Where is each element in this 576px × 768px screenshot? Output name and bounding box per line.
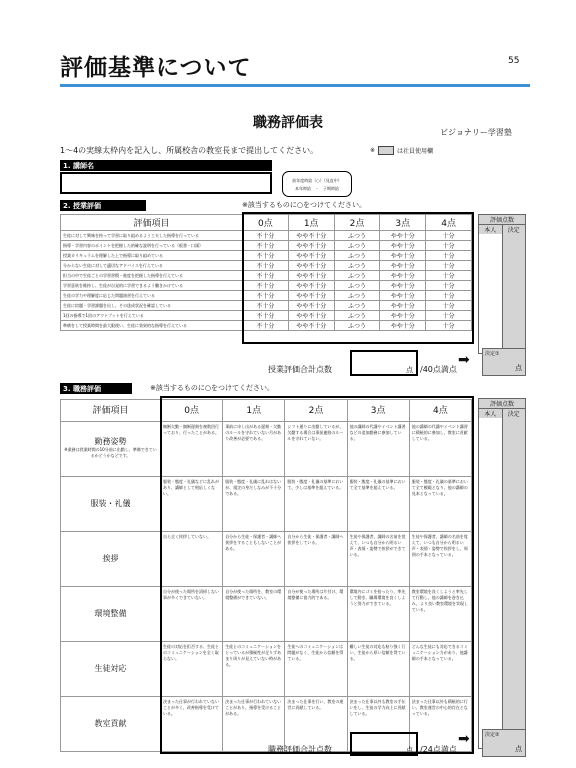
table-row bbox=[61, 301, 472, 311]
table-row bbox=[61, 321, 472, 331]
document-title: 職務評価表 bbox=[253, 115, 323, 131]
arrow-right-icon: ➡ bbox=[458, 352, 470, 368]
category-cell bbox=[61, 477, 161, 532]
criterion-option[interactable]: 自分が使った場所は片付け、環境整備に協力的である。 bbox=[285, 587, 347, 642]
rating-option[interactable]: 十分 bbox=[426, 271, 472, 281]
lesson-max-label: /40点満点 bbox=[420, 365, 457, 374]
job-total-input[interactable] bbox=[350, 732, 418, 756]
criterion-option[interactable]: 服装・態度・礼儀の基準において全て基準を超えている。 bbox=[347, 477, 409, 532]
rating-option[interactable]: 不十分 bbox=[243, 261, 289, 271]
rating-option[interactable]: 十分 bbox=[426, 321, 472, 331]
job-self-score-input[interactable] bbox=[479, 418, 503, 748]
criterion-option[interactable]: 自分が使った場所を、教室の環境整備ができていない。 bbox=[223, 587, 285, 642]
wage-note-box bbox=[282, 171, 352, 197]
table-row bbox=[61, 231, 472, 241]
criterion-option[interactable]: 自分が使った場所を清掃しない事が多くできていない。 bbox=[161, 587, 223, 642]
score-header: 2点 bbox=[285, 400, 347, 422]
table-row bbox=[61, 261, 472, 271]
category-name: 生徒対応 bbox=[94, 664, 127, 673]
criterion-option[interactable]: 自分から生徒・保護者・講師へ挨拶をすることもしないことがある。 bbox=[223, 532, 285, 587]
criterion-option[interactable]: 生徒へのコミュニケーションは問題がなく、生徒から信頼を得ている。 bbox=[285, 642, 347, 697]
score-header: 1点 bbox=[288, 215, 334, 231]
rating-option[interactable]: やや不十分 bbox=[288, 321, 334, 331]
evaluation-item: 学習意欲を維持し、生徒が自発的に学習できるよう働きかけている bbox=[61, 281, 243, 291]
score-header: 4点 bbox=[426, 215, 472, 231]
job-score-self: 本人 bbox=[479, 409, 503, 418]
lesson-result-label: 決定① bbox=[485, 351, 500, 357]
rating-option[interactable]: 不十分 bbox=[243, 251, 289, 261]
wage-note-line-1: 前年度時給（○）（見直中） bbox=[292, 178, 342, 183]
item-header: 評価項目 bbox=[61, 400, 161, 422]
table-row bbox=[61, 532, 472, 587]
rating-option[interactable]: 十分 bbox=[426, 291, 472, 301]
criterion-option[interactable]: 無断欠勤・無断遅刻を複数回行っており、行ったことがある。 bbox=[161, 422, 223, 477]
section-3-hint: ※該当するものに○をつけてください。 bbox=[150, 384, 274, 392]
job-result-unit: 点 bbox=[515, 745, 522, 753]
lesson-score-final: 決定 bbox=[503, 225, 526, 234]
criterion-option[interactable]: 決まった仕事が行われていないことがあり、指導を受けることがある。 bbox=[223, 697, 285, 752]
criterion-option[interactable]: 他の講師の代講やイベント講習などの追加勤務に参加している。 bbox=[347, 422, 409, 477]
rating-option[interactable]: ふつう bbox=[334, 321, 380, 331]
criterion-option[interactable]: 自ら全く挨拶していない。 bbox=[161, 532, 223, 587]
legend-text: は社員使用欄 bbox=[397, 148, 434, 155]
lesson-table-header bbox=[61, 215, 472, 231]
rating-option[interactable]: 不十分 bbox=[243, 291, 289, 301]
rating-option[interactable]: やや十分 bbox=[380, 281, 426, 291]
criterion-option[interactable]: 生徒や保護者、講師の名前を覚えて、いつも自分から明るい声・表情・姿勢で挨拶ができている。 bbox=[347, 532, 409, 587]
section-2-heading: 2. 授業評価 bbox=[60, 200, 146, 211]
rating-option[interactable]: やや不十分 bbox=[288, 271, 334, 281]
criterion-option[interactable]: 難しい生徒の対応も粘り強く行い、生徒から厚い信頼を得ている。 bbox=[347, 642, 409, 697]
criterion-option[interactable]: シフト通りに出勤しているが、欠勤する場合は事前連絡のルールを守れていない。 bbox=[285, 422, 347, 477]
criterion-option[interactable]: 生徒とのコミュニケーションをとっているが積極性が足りずあまり周りが見えていない時がある。 bbox=[223, 642, 285, 697]
legend-prefix: ※ bbox=[370, 147, 376, 154]
rating-option[interactable]: 不十分 bbox=[243, 311, 289, 321]
table-row bbox=[61, 587, 472, 642]
rating-option[interactable]: ふつう bbox=[334, 231, 380, 241]
rating-option[interactable]: 不十分 bbox=[243, 301, 289, 311]
rating-option[interactable]: 不十分 bbox=[243, 241, 289, 251]
criterion-option[interactable]: 決まった仕事を行い、教室の運営に貢献している。 bbox=[285, 697, 347, 752]
rating-option[interactable]: ふつう bbox=[334, 261, 380, 271]
criterion-option[interactable]: 自分から生徒・保護者・講師へ挨拶をしている。 bbox=[285, 532, 347, 587]
item-header: 評価項目 bbox=[61, 215, 243, 231]
evaluation-item: 指導・学習内容のポイントを把握した的確な説明を行っている（板書・口頭） bbox=[61, 241, 243, 251]
job-score-final: 決定 bbox=[503, 409, 526, 418]
score-header: 3点 bbox=[380, 215, 426, 231]
rating-option[interactable]: ふつう bbox=[334, 291, 380, 301]
section-2-hint: ※該当するものに○をつけてください。 bbox=[242, 201, 366, 209]
arrow-right-icon: ➡ bbox=[458, 731, 470, 747]
legend-swatch bbox=[378, 146, 394, 155]
job-evaluation-table bbox=[60, 399, 472, 752]
rating-option[interactable]: ふつう bbox=[334, 251, 380, 261]
criterion-option[interactable]: 生徒の対応を拒否する、生徒とのコミュニケーションを全く取らない。 bbox=[161, 642, 223, 697]
score-header: 2点 bbox=[334, 215, 380, 231]
rating-option[interactable]: やや十分 bbox=[380, 241, 426, 251]
rating-option[interactable]: ふつう bbox=[334, 281, 380, 291]
lesson-result-box bbox=[482, 348, 526, 376]
category-cell bbox=[61, 587, 161, 642]
job-total-label: 職務評価合計点数 bbox=[268, 745, 332, 754]
rating-option[interactable]: やや不十分 bbox=[288, 261, 334, 271]
evaluation-item: 分からない生徒に対して適切なアドバイスを行えている bbox=[61, 261, 243, 271]
rating-option[interactable]: 十分 bbox=[426, 231, 472, 241]
evaluation-item: 授業カリキュラムを理解した上で指導に取り組めている bbox=[61, 251, 243, 261]
table-row bbox=[61, 477, 472, 532]
category-cell bbox=[61, 642, 161, 697]
criterion-option[interactable]: 服装・態度・礼儀などに乱れがあり、講師として相応しくない。 bbox=[161, 477, 223, 532]
criterion-option[interactable]: 服装・態度・礼儀の基準において、少しは基準を超えている。 bbox=[285, 477, 347, 532]
job-total-unit: 点 bbox=[406, 746, 413, 754]
category-note: ※業務は授業時間の10分前に出勤し、準備できているかどうかなどです。 bbox=[64, 447, 157, 458]
category-name: 教室貢献 bbox=[94, 719, 127, 728]
rating-option[interactable]: やや不十分 bbox=[288, 311, 334, 321]
job-score-column bbox=[478, 398, 526, 749]
criterion-option[interactable]: 服装・態度・礼儀の基準において全て模範となり、他の講師の見本となっている。 bbox=[409, 477, 471, 532]
rating-option[interactable]: 十分 bbox=[426, 261, 472, 271]
criterion-option[interactable]: 教室環境を良くしようと率先して行動し、他の講師を巻き込み、より良い教室環境を実現している。 bbox=[409, 587, 471, 642]
rating-option[interactable]: ふつう bbox=[334, 301, 380, 311]
rating-option[interactable]: やや不十分 bbox=[288, 231, 334, 241]
job-result-label: 決定② bbox=[485, 732, 500, 738]
evaluation-item: 生徒に対して興味を持って学習に取り組めるよう工夫した指導を行っている bbox=[61, 231, 243, 241]
evaluation-item: 生徒に宿題・学習課題を出し、その達成状況を確認している bbox=[61, 301, 243, 311]
section-3-heading: 3. 職務評価 bbox=[60, 383, 132, 394]
rating-option[interactable]: やや十分 bbox=[380, 261, 426, 271]
score-header: 0点 bbox=[243, 215, 289, 231]
criterion-option[interactable]: どんな生徒にも対応できるコミュニケーション力があり、他講師の手本となっている。 bbox=[409, 642, 471, 697]
lesson-total-unit: 点 bbox=[406, 366, 413, 374]
rating-option[interactable]: やや十分 bbox=[380, 311, 426, 321]
rating-option[interactable]: やや十分 bbox=[380, 301, 426, 311]
lesson-self-score-input[interactable] bbox=[479, 234, 503, 353]
rating-option[interactable]: 十分 bbox=[426, 251, 472, 261]
category-cell bbox=[61, 422, 161, 477]
rating-option[interactable]: 不十分 bbox=[243, 231, 289, 241]
table-row bbox=[61, 241, 472, 251]
rating-option[interactable]: やや十分 bbox=[380, 251, 426, 261]
lesson-final-score-cell bbox=[503, 234, 526, 353]
evaluation-item: 生徒の学力や理解度に応じた問題演習を行えている bbox=[61, 291, 243, 301]
rating-option[interactable]: ふつう bbox=[334, 271, 380, 281]
criterion-option[interactable]: 服装・態度・礼儀に乱れはないが、規定の身だしなみが不十分である。 bbox=[223, 477, 285, 532]
rating-option[interactable]: 十分 bbox=[426, 311, 472, 321]
wage-note-line-2: 本年時給 ・ 子期時給 bbox=[295, 186, 339, 191]
rating-option[interactable]: 不十分 bbox=[243, 321, 289, 331]
score-header: 1点 bbox=[223, 400, 285, 422]
table-row bbox=[61, 291, 472, 301]
table-row bbox=[61, 281, 472, 291]
staff-use-legend bbox=[370, 146, 433, 155]
job-final-score-cell bbox=[503, 418, 526, 748]
organization-name: ビジョナリー学習塾 bbox=[440, 128, 512, 137]
rating-option[interactable]: 十分 bbox=[426, 281, 472, 291]
job-table-header bbox=[61, 400, 472, 422]
rating-option[interactable]: やや不十分 bbox=[288, 251, 334, 261]
job-score-header: 評価点数 bbox=[479, 399, 525, 409]
score-header: 3点 bbox=[347, 400, 409, 422]
lesson-result-unit: 点 bbox=[515, 364, 522, 372]
job-max-label: /24点満点 bbox=[420, 745, 457, 754]
evaluation-item: 準備をして授業時間を最大限使い、生徒に効果的な指導を行えている bbox=[61, 321, 243, 331]
category-cell bbox=[61, 532, 161, 587]
section-1-heading: 1. 講師名 bbox=[60, 160, 272, 171]
lesson-evaluation-table bbox=[60, 214, 472, 331]
table-row bbox=[61, 251, 472, 261]
evaluation-item: 担当の中で生徒ごとの学習習慣・進度を把握した指導を行えている bbox=[61, 271, 243, 281]
rating-option[interactable]: やや不十分 bbox=[288, 301, 334, 311]
category-name: 服装・礼儀 bbox=[90, 499, 131, 508]
criterion-option[interactable]: 決まった仕事以外も教室の手伝いをし、生徒の学力向上に貢献している。 bbox=[347, 697, 409, 752]
criterion-option[interactable]: 決まった仕事以外も積極的に行い、教室運営の中心的存在となっている。 bbox=[409, 697, 471, 752]
category-name: 勤務姿勢 bbox=[94, 437, 127, 446]
table-row bbox=[61, 311, 472, 321]
category-name: 環境整備 bbox=[94, 609, 127, 618]
table-row bbox=[61, 271, 472, 281]
table-row bbox=[61, 422, 472, 477]
lesson-total-label: 授業評価合計点数 bbox=[268, 365, 332, 374]
rating-option[interactable]: ふつう bbox=[334, 241, 380, 251]
category-cell bbox=[61, 697, 161, 752]
rating-option[interactable]: やや不十分 bbox=[288, 291, 334, 301]
criterion-option[interactable]: 他の講師の代講やイベント講習に積極的に参加し、教室に貢献している。 bbox=[409, 422, 471, 477]
rating-option[interactable]: やや十分 bbox=[380, 271, 426, 281]
score-header: 0点 bbox=[161, 400, 223, 422]
page-title: 評価基準について bbox=[60, 55, 252, 81]
rating-option[interactable]: ふつう bbox=[334, 311, 380, 321]
page-number: 55 bbox=[508, 56, 520, 66]
rating-option[interactable]: 不十分 bbox=[243, 271, 289, 281]
lesson-score-header: 評価点数 bbox=[479, 215, 525, 225]
rating-option[interactable]: やや十分 bbox=[380, 321, 426, 331]
criterion-option[interactable]: 環境内にゴミを拾ったり、率先して動き、職場環境を良くしようと努力ができている。 bbox=[347, 587, 409, 642]
lesson-score-self: 本人 bbox=[479, 225, 503, 234]
job-result-box bbox=[482, 729, 526, 757]
instructor-name-field[interactable] bbox=[60, 172, 272, 194]
criterion-option[interactable]: 事前に申し出がある遅刻・欠勤のルールを守れていない月があり改善が必要である。 bbox=[223, 422, 285, 477]
lesson-total-input[interactable] bbox=[350, 350, 418, 376]
rating-option[interactable]: 十分 bbox=[426, 301, 472, 311]
score-header: 4点 bbox=[409, 400, 471, 422]
rating-option[interactable]: 不十分 bbox=[243, 281, 289, 291]
table-row bbox=[61, 642, 472, 697]
criterion-option[interactable]: 生徒や保護者、講師の名前を覚えて、いつも自分から明るい声・表情・姿勢で挨拶をし、周囲の手本となっている。 bbox=[409, 532, 471, 587]
rating-option[interactable]: やや不十分 bbox=[288, 241, 334, 251]
rating-option[interactable]: やや不十分 bbox=[288, 281, 334, 291]
rating-option[interactable]: やや十分 bbox=[380, 291, 426, 301]
criterion-option[interactable]: 決まった仕事が行われていないことが多く、改善指導を受けている。 bbox=[161, 697, 223, 752]
rating-option[interactable]: 十分 bbox=[426, 241, 472, 251]
evaluation-item: 1回の指導で1回のアウトプットを行えている bbox=[61, 311, 243, 321]
lesson-score-column bbox=[478, 214, 526, 354]
header-divider bbox=[60, 84, 530, 87]
rating-option[interactable]: やや十分 bbox=[380, 231, 426, 241]
category-name: 挨拶 bbox=[102, 554, 119, 563]
instruction-text: 1〜4の実線太枠内を記入し、所属校舎の教室長まで提出してください。 bbox=[60, 146, 319, 155]
